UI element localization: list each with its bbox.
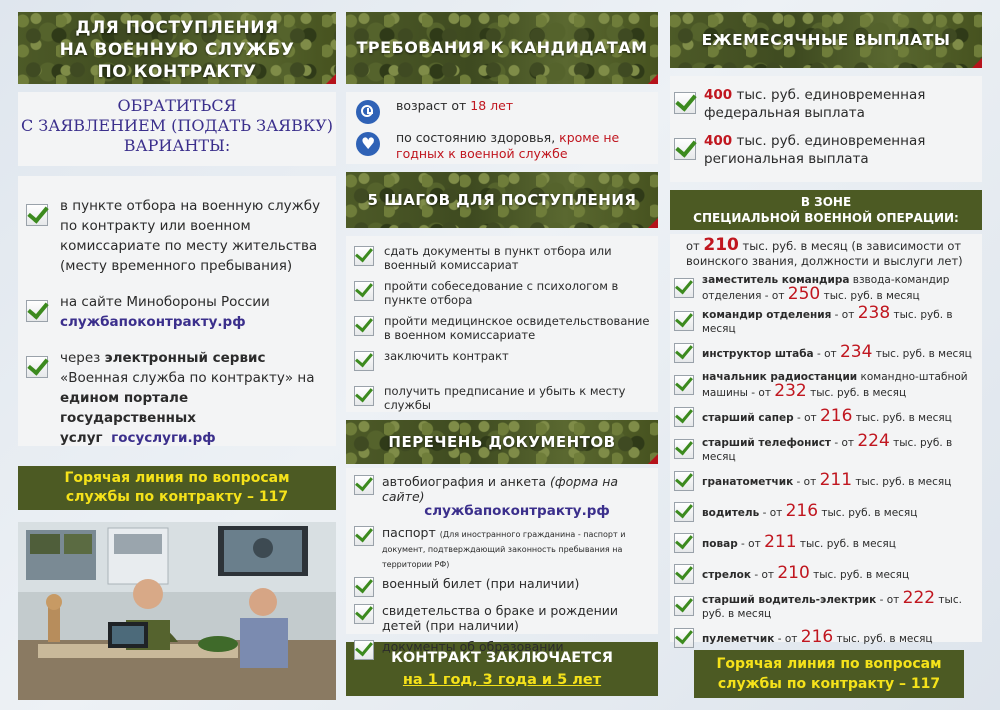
checkmark-icon	[674, 564, 694, 584]
checkmark-icon	[26, 204, 48, 226]
clock-icon	[356, 100, 380, 124]
payments-list	[670, 76, 982, 182]
header-steps: 5 ШАГОВ ДЛЯ ПОСТУПЛЕНИЯ	[346, 172, 658, 228]
doc-certificates: свидетельства о браке и рождении детей (при наличии)	[354, 603, 652, 633]
photo-illustration	[18, 522, 336, 700]
position-row: повар - от 211 тыс. руб. в месяц	[674, 529, 978, 557]
step-item: получить предписание и убыть к месту службы	[354, 384, 650, 412]
checkmark-icon	[674, 502, 694, 522]
checkmark-icon	[674, 439, 694, 459]
option-mod-website: на сайте Минобороны России службапоконтракту.рф	[26, 292, 326, 332]
apply-heading: ОБРАТИТЬСЯ С ЗАЯВЛЕНИЕМ (ПОДАТЬ ЗАЯВКУ) ВАРИАНТЫ:	[18, 92, 336, 166]
payment-regional: 400 тыс. руб. единовременная региональная выплата	[674, 132, 976, 168]
position-row: старший телефонист - от 224 тыс. руб. в месяц	[674, 434, 978, 464]
doc-education: документы об образовании	[354, 639, 652, 660]
payment-federal: 400 тыс. руб. единовременная федеральная выплата	[674, 86, 976, 122]
steps-list	[346, 236, 658, 412]
requirement-health: ♥ по состоянию здоровья, кроме не годных к военной службе	[356, 130, 648, 162]
position-row: командир отделения - от 238 тыс. руб. в месяц	[674, 306, 978, 336]
checkmark-icon	[674, 533, 694, 553]
step-item: пройти медицинское освидетельствование в военном комиссариате	[354, 314, 650, 342]
position-row: старший водитель-электрик - от 222 тыс. руб. в месяц	[674, 591, 978, 621]
checkmark-icon	[674, 343, 694, 363]
requirements-list	[346, 92, 658, 164]
contract-terms-banner: КОНТРАКТ ЗАКЛЮЧАЕТСЯ на 1 год, 3 года и 5 лет	[346, 642, 658, 696]
checkmark-icon	[354, 604, 374, 624]
checkmark-icon	[354, 351, 374, 371]
requirement-age: возраст от 18 лет	[356, 98, 648, 124]
option-gosuslugi: через электронный сервис «Военная служба по контракту» на едином портале государственных услуг госуслуги.рф	[26, 348, 326, 448]
position-row: гранатометчик - от 211 тыс. руб. в месяц	[674, 467, 978, 495]
checkmark-icon	[674, 311, 694, 331]
checkmark-icon	[674, 375, 694, 395]
checkmark-icon	[674, 278, 694, 298]
hotline-banner: Горячая линия по вопросам службы по контракту – 117	[694, 650, 964, 698]
step-item: сдать документы в пункт отбора или военный комиссариат	[354, 244, 650, 272]
option-recruitment-point: в пункте отбора на военную службу по контракту или военном комиссариате по месту жительства (месту временного пребывания)	[26, 196, 326, 276]
header-svo-zone: В ЗОНЕ СПЕЦИАЛЬНОЙ ВОЕННОЙ ОПЕРАЦИИ:	[670, 190, 982, 230]
checkmark-icon	[674, 596, 694, 616]
column-requirements	[346, 12, 658, 696]
column-payments	[670, 12, 982, 698]
position-row: инструктор штаба - от 234 тыс. руб. в месяц	[674, 339, 978, 367]
checkmark-icon	[354, 526, 374, 546]
position-row: старший сапер - от 216 тыс. руб. в месяц	[674, 403, 978, 431]
checkmark-icon	[26, 356, 48, 378]
checkmark-icon	[354, 246, 374, 266]
header-contract-service: ДЛЯ ПОСТУПЛЕНИЯ НА ВОЕННУЮ СЛУЖБУ ПО КОНТРАКТУ	[18, 12, 336, 84]
header-requirements: ТРЕБОВАНИЯ К КАНДИДАТАМ	[346, 12, 658, 84]
link-gosuslugi[interactable]: госуслуги.рф	[111, 430, 216, 446]
column-apply	[18, 12, 336, 700]
hotline-banner: Горячая линия по вопросам службы по контракту – 117	[18, 466, 336, 510]
recruitment-office-photo	[18, 522, 336, 700]
position-row: начальник радиостанции командно-штабной машины - от 232 тыс. руб. в месяц	[674, 370, 978, 400]
header-monthly-payments: ЕЖЕМЕСЯЧНЫЕ ВЫПЛАТЫ	[670, 12, 982, 68]
position-row: заместитель командира взвода-командир отделения - от 250 тыс. руб. в месяц	[674, 273, 978, 303]
svo-salary-list	[670, 234, 982, 647]
position-row: водитель - от 216 тыс. руб. в месяц	[674, 498, 978, 526]
doc-passport: паспорт (Для иностранного гражданина - паспорт и документ, подтверждающий законность пребывания на территории РФ)	[354, 525, 652, 570]
position-row: пулеметчик - от 216 тыс. руб. в месяц	[674, 624, 978, 652]
checkmark-icon	[354, 577, 374, 597]
checkmark-icon	[354, 281, 374, 301]
checkmark-icon	[674, 471, 694, 491]
checkmark-icon	[674, 628, 694, 648]
checkmark-icon	[354, 475, 374, 495]
doc-autobiography: автобиография и анкета (форма на сайте) службапоконтракту.рф	[354, 474, 652, 519]
checkmark-icon	[674, 138, 696, 160]
checkmark-icon	[354, 316, 374, 336]
checkmark-icon	[26, 300, 48, 322]
link-contract-site[interactable]: службапоконтракту.рф	[424, 503, 610, 519]
step-item: заключить контракт	[354, 349, 650, 377]
checkmark-icon	[674, 407, 694, 427]
checkmark-icon	[674, 92, 696, 114]
positions-list	[674, 273, 978, 652]
header-documents: ПЕРЕЧЕНЬ ДОКУМЕНТОВ	[346, 420, 658, 464]
link-contract-site[interactable]: службапоконтракту.рф	[60, 314, 246, 330]
step-item: пройти собеседование с психологом в пункте отбора	[354, 279, 650, 307]
heart-icon	[356, 132, 380, 156]
doc-military-id: военный билет (при наличии)	[354, 576, 652, 597]
documents-list	[346, 468, 658, 654]
apply-options	[18, 176, 336, 446]
checkmark-icon	[354, 640, 374, 660]
svo-intro: от 210 тыс. руб. в месяц (в зависимости от воинского звания, должности и выслуги лет)	[686, 235, 963, 268]
checkmark-icon	[354, 386, 374, 406]
position-row: стрелок - от 210 тыс. руб. в месяц	[674, 560, 978, 588]
